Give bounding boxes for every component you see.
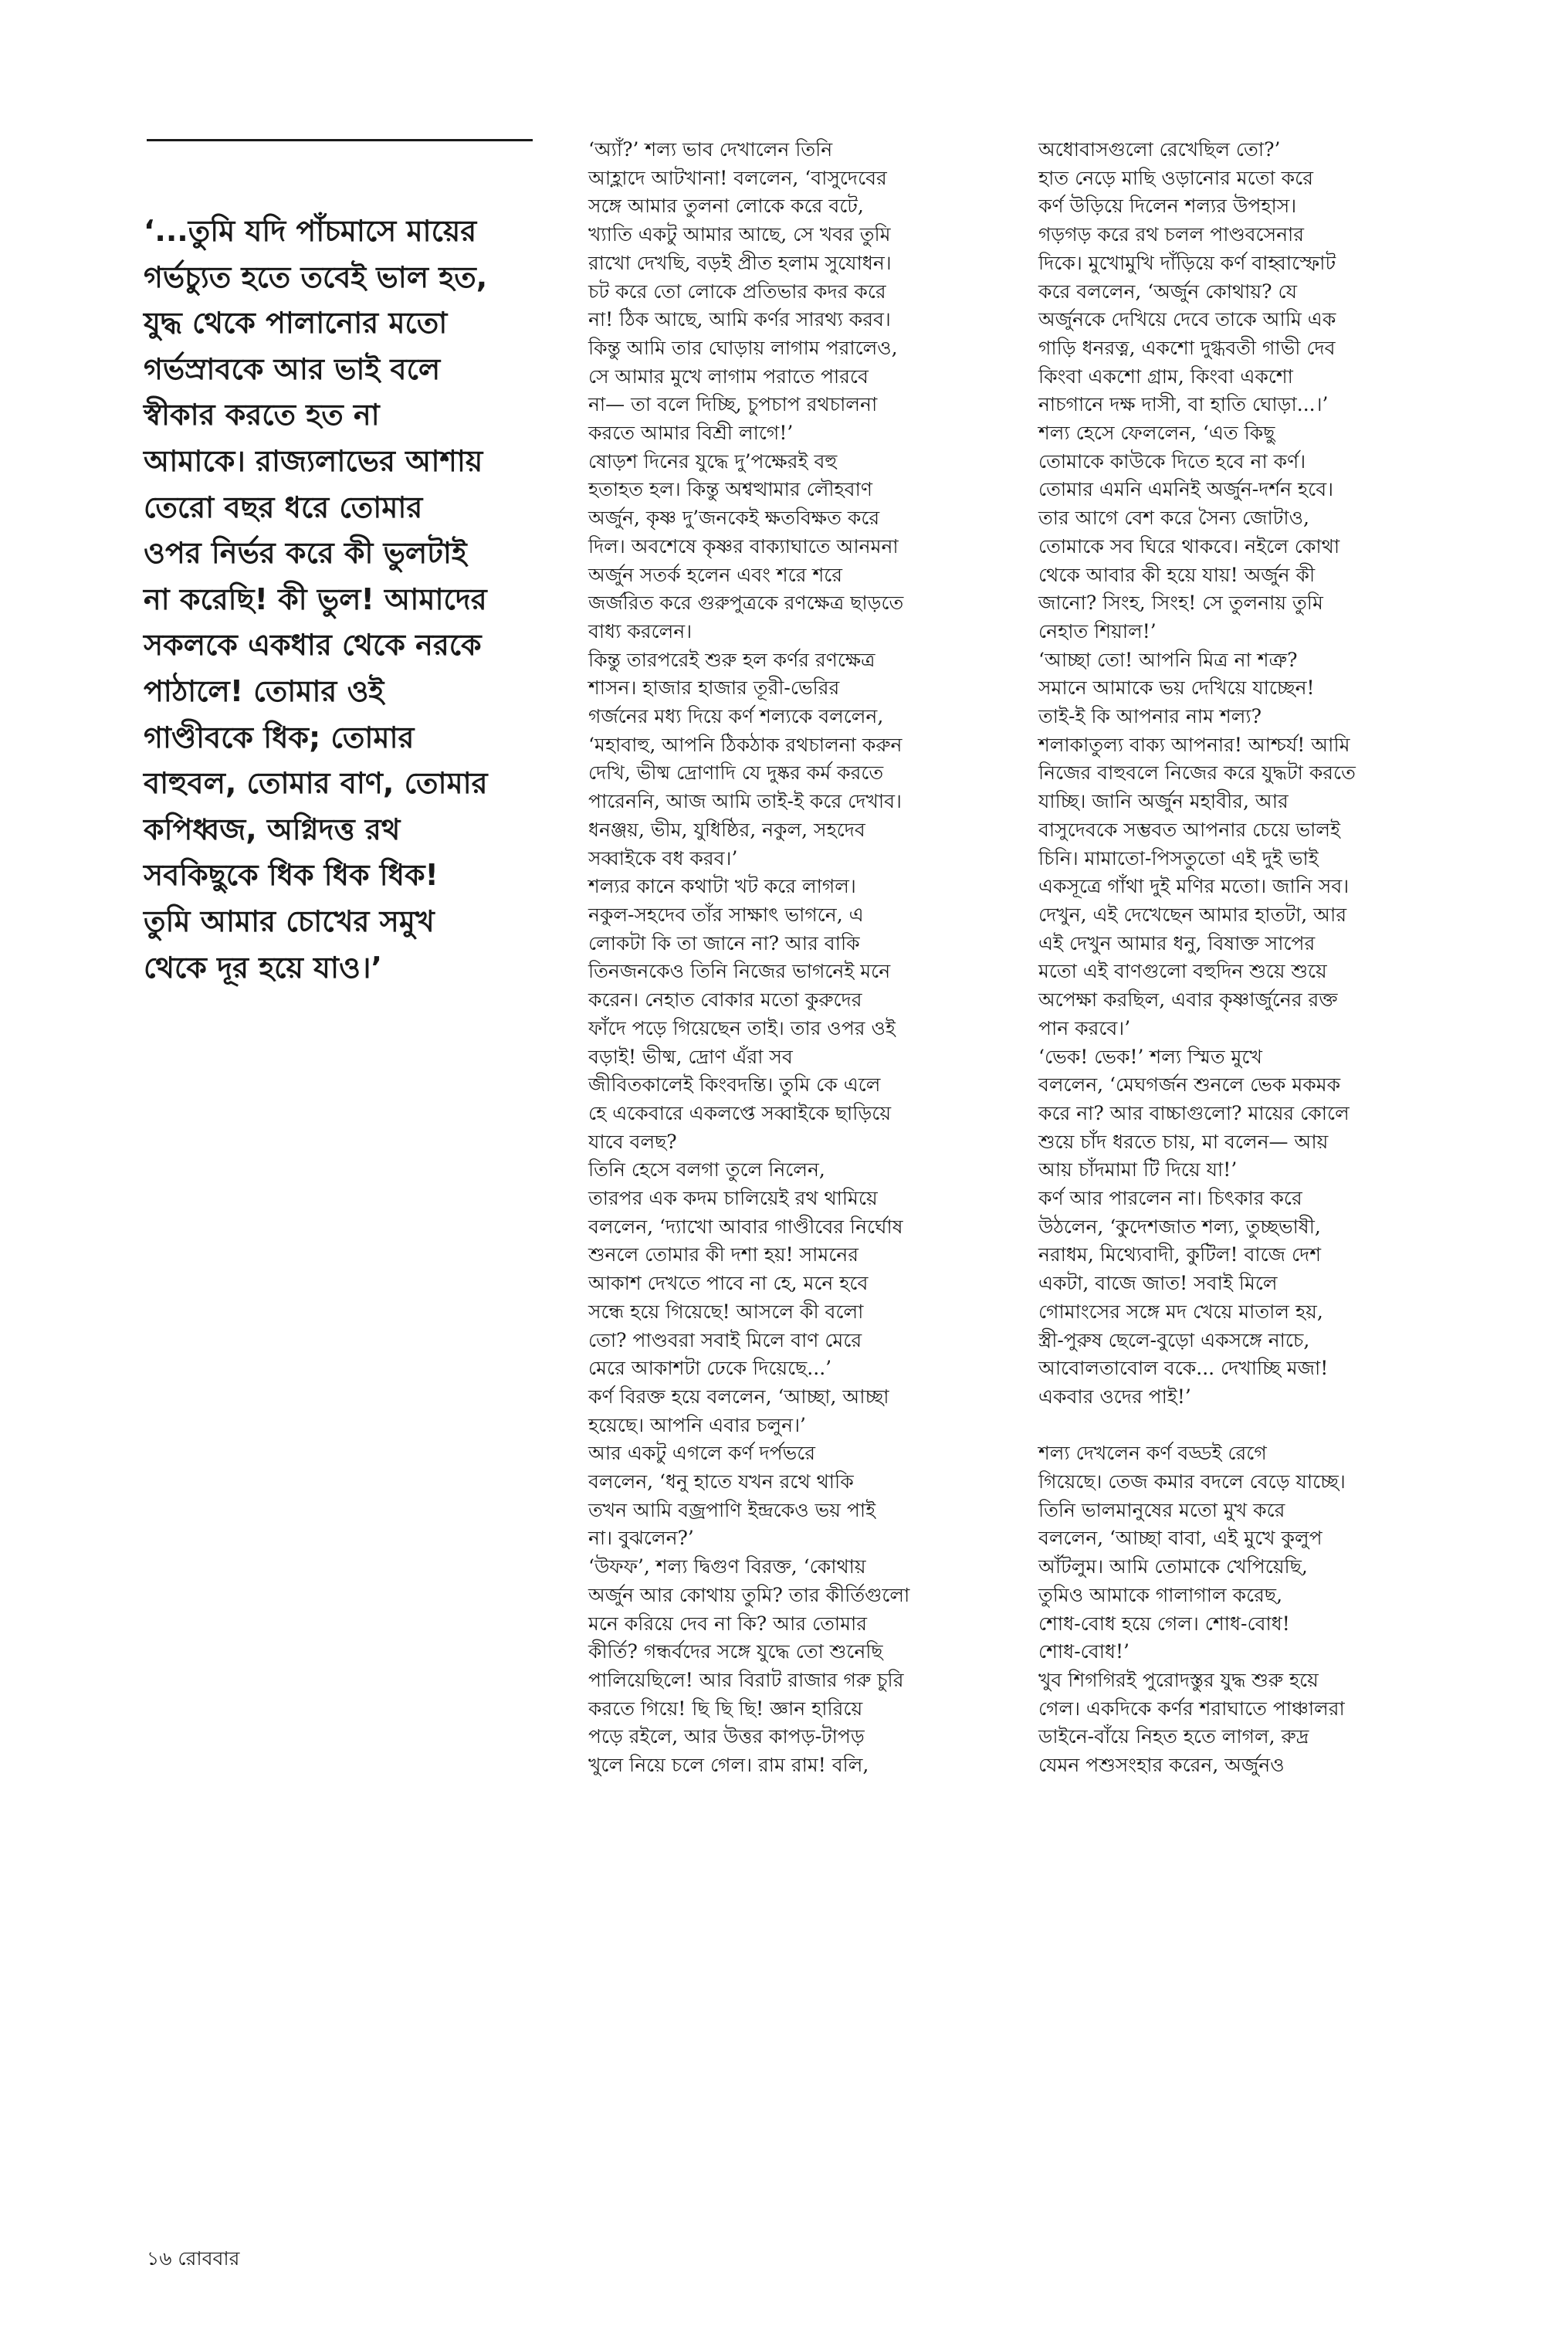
pull-quote: ‘...তুমি যদি পাঁচমাসে মায়ের গর্ভচ্যুত হতে তবেই ভাল হত, যুদ্ধ থেকে পালানোর মতো গর্ভস্রাবকে আর ভাই বলে স্বীকার করতে হত না আমাকে। রাজ্যলাভের আশায় তেরো বছর ধরে তোমার ওপর নির্ভর করে কী ভুলটাই না করেছি! কী ভুল! আমাদের সকলকে একধার থেকে নরকে পাঠালে! তোমার ওই গাণ্ডীবকে ধিক; তোমার বাহুবল, তোমার বাণ, তোমার কপিধ্বজ, অগ্নিদত্ত রথ সবকিছুকে ধিক ধিক ধিক! তুমি আমার চোখের সমুখ থেকে দূর হয়ে যাও।’ <box>144 214 488 985</box>
article-column-1: ‘অ্যাঁ?’ শল্য ভাব দেখালেন তিনি আহ্লাদে আটখানা! বললেন, ‘বাসুদেবের সঙ্গে আমার তুলনা লোকে করে বটে, খ্যাতি একটু আমার আছে, সে খবর তুমি রাখো দেখছি, বড়ই প্রীত হলাম সুযোধন। চট করে তো লোকে প্রতিভার কদর করে না! ঠিক আছে, আমি কর্ণর সারথ্য করব। কিন্তু আমি তার ঘোড়ায় লাগাম পরালেও, সে আমার মুখে লাগাম পরাতে পারবে না— তা বলে দিচ্ছি, চুপচাপ রথচালনা করতে আমার বিশ্রী লাগে!’ ষোড়শ দিনের যুদ্ধে দু’পক্ষেরই বহু হতাহত হল। কিন্তু অশ্বত্থামার লৌহবাণ অর্জুন, কৃষ্ণ দু’জনকেই ক্ষতবিক্ষত করে দিল। অবশেষে কৃষ্ণর বাক্যাঘাতে আনমনা অর্জুন সতর্ক হলেন এবং শরে শরে জর্জরিত করে গুরুপুত্রকে রণক্ষেত্র ছাড়তে বাধ্য করলেন। কিন্তু তারপরেই শুরু হল কর্ণর রণক্ষেত্র শাসন। হাজার হাজার তূরী-ভেরির গর্জনের মধ্য দিয়ে কর্ণ শল্যকে বললেন, ‘মহাবাহু, আপনি ঠিকঠাক রথচালনা করুন দেখি, ভীষ্ম দ্রোণাদি যে দুষ্কর কর্ম করতে পারেননি, আজ আমি তাই-ই করে দেখাব। ধনঞ্জয়, ভীম, যুধিষ্ঠির, নকুল, সহদেব সব্বাইকে বধ করব।’ শল্যর কানে কথাটা খট করে লাগল। নকুল-সহদেব তাঁর সাক্ষাৎ ভাগনে, এ লোকটা কি তা জানে না? আর বাকি তিনজনকেও তিনি নিজের ভাগনেই মনে করেন। নেহাত বোকার মতো কুরুদের ফাঁদে পড়ে গিয়েছেন তাই। তার ওপর ওই বড়াই! ভীষ্ম, দ্রোণ এঁরা সব জীবিতকালেই কিংবদন্তি। তুমি কে এলে হে একেবারে একলপ্তে সব্বাইকে ছাড়িয়ে যাবে বলছ? তিনি হেসে বলগা তুলে নিলেন, তারপর এক কদম চালিয়েই রথ থামিয়ে বললেন, ‘দ্যাখো আবার গাণ্ডীবের নির্ঘোষ শুনলে তোমার কী দশা হয়! সামনের আকাশ দেখতে পাবে না হে, মনে হবে সন্ধে হয়ে গিয়েছে! আসলে কী বলো তো? পাণ্ডবরা সবাই মিলে বাণ মেরে মেরে আকাশটা ঢেকে দিয়েছে...’ কর্ণ বিরক্ত হয়ে বললেন, ‘আচ্ছা, আচ্ছা হয়েছে। আপনি এবার চলুন।’ আর একটু এগলে কর্ণ দর্পভরে বললেন, ‘ধনু হাতে যখন রথে থাকি তখন আমি বজ্রপাণি ইন্দ্রকেও ভয় পাই না। বুঝলেন?’ ‘উফফ’, শল্য দ্বিগুণ বিরক্ত, ‘কোথায় অর্জুন আর কোথায় তুমি? তার কীর্তিগুলো মনে করিয়ে দেব না কি? আর তোমার কীর্তি? গন্ধর্বদের সঙ্গে যুদ্ধে তো শুনেছি পালিয়েছিলে! আর বিরাট রাজার গরু চুরি করতে গিয়ে! ছি ছি ছি! জ্ঞান হারিয়ে পড়ে রইলে, আর উত্তর কাপড়-টাপড় খুলে নিয়ে চলে গেল। রাম রাম! বলি, <box>588 138 910 1777</box>
pullquote-top-rule <box>147 139 533 141</box>
page-folio: ১৬ রোববার <box>147 2247 240 2270</box>
article-column-2: অধোবাসগুলো রেখেছিল তো?’ হাত নেড়ে মাছি ওড়ানোর মতো করে কর্ণ উড়িয়ে দিলেন শল্যর উপহাস। গড়গড় করে রথ চলল পাণ্ডবসেনার দিকে। মুখোমুখি দাঁড়িয়ে কর্ণ বাহ্বাস্ফোট করে বললেন, ‘অর্জুন কোথায়? যে অর্জুনকে দেখিয়ে দেবে তাকে আমি এক গাড়ি ধনরত্ন, একশো দুগ্ধবতী গাভী দেব কিংবা একশো গ্রাম, কিংবা একশো নাচগানে দক্ষ দাসী, বা হাতি ঘোড়া...।’ শল্য হেসে ফেললেন, ‘এত কিছু তোমাকে কাউকে দিতে হবে না কর্ণ। তোমার এমনি এমনিই অর্জুন-দর্শন হবে। তার আগে বেশ করে সৈন্য জোটাও, তোমাকে সব ঘিরে থাকবে। নইলে কোথা থেকে আবার কী হয়ে যায়! অর্জুন কী জানো? সিংহ, সিংহ! সে তুলনায় তুমি নেহাত শিয়াল!’ ‘আচ্ছা তো! আপনি মিত্র না শত্রু? সমানে আমাকে ভয় দেখিয়ে যাচ্ছেন! তাই-ই কি আপনার নাম শল্য? শলাকাতুল্য বাক্য আপনার! আশ্চর্য! আমি নিজের বাহুবলে নিজের করে যুদ্ধটা করতে যাচ্ছি। জানি অর্জুন মহাবীর, আর বাসুদেবকে সম্ভবত আপনার চেয়ে ভালই চিনি। মামাতো-পিসতুতো এই দুই ভাই একসূত্রে গাঁথা দুই মণির মতো। জানি সব। দেখুন, এই দেখেছেন আমার হাতটা, আর এই দেখুন আমার ধনু, বিষাক্ত সাপের মতো এই বাণগুলো বহুদিন শুয়ে শুয়ে অপেক্ষা করছিল, এবার কৃষ্ণার্জুনের রক্ত পান করবে।’ ‘ভেক! ভেক!’ শল্য স্মিত মুখে বললেন, ‘মেঘগর্জন শুনলে ভেক মকমক করে না? আর বাচ্চাগুলো? মায়ের কোলে শুয়ে চাঁদ ধরতে চায়, মা বলেন— আয় আয় চাঁদমামা টি দিয়ে যা!’ কর্ণ আর পারলেন না। চিৎকার করে উঠলেন, ‘কুদেশজাত শল্য, তুচ্ছভাষী, নরাধম, মিথ্যেবাদী, কুটিল! বাজে দেশ একটা, বাজে জাত! সবাই মিলে গোমাংসের সঙ্গে মদ খেয়ে মাতাল হয়, স্ত্রী-পুরুষ ছেলে-বুড়ো একসঙ্গে নাচে, আবোলতাবোল বকে... দেখাচ্ছি মজা! একবার ওদের পাই!’ শল্য দেখলেন কর্ণ বড্ডই রেগে গিয়েছে। তেজ কমার বদলে বেড়ে যাচ্ছে। তিনি ভালমানুষের মতো মুখ করে বললেন, ‘আচ্ছা বাবা, এই মুখে কুলুপ আঁটলুম। আমি তোমাকে খেপিয়েছি, তুমিও আমাকে গালাগাল করেছ, শোধ-বোধ হয়ে গেল। শোধ-বোধ! শোধ-বোধ!’ খুব শিগগিরই পুরোদস্তুর যুদ্ধ শুরু হয়ে গেল। একদিকে কর্ণর শরাঘাতে পাঞ্চালরা ডাইনে-বাঁয়ে নিহত হতে লাগল, রুদ্র যেমন পশুসংহার করেন, অর্জুনও <box>1038 138 1356 1777</box>
